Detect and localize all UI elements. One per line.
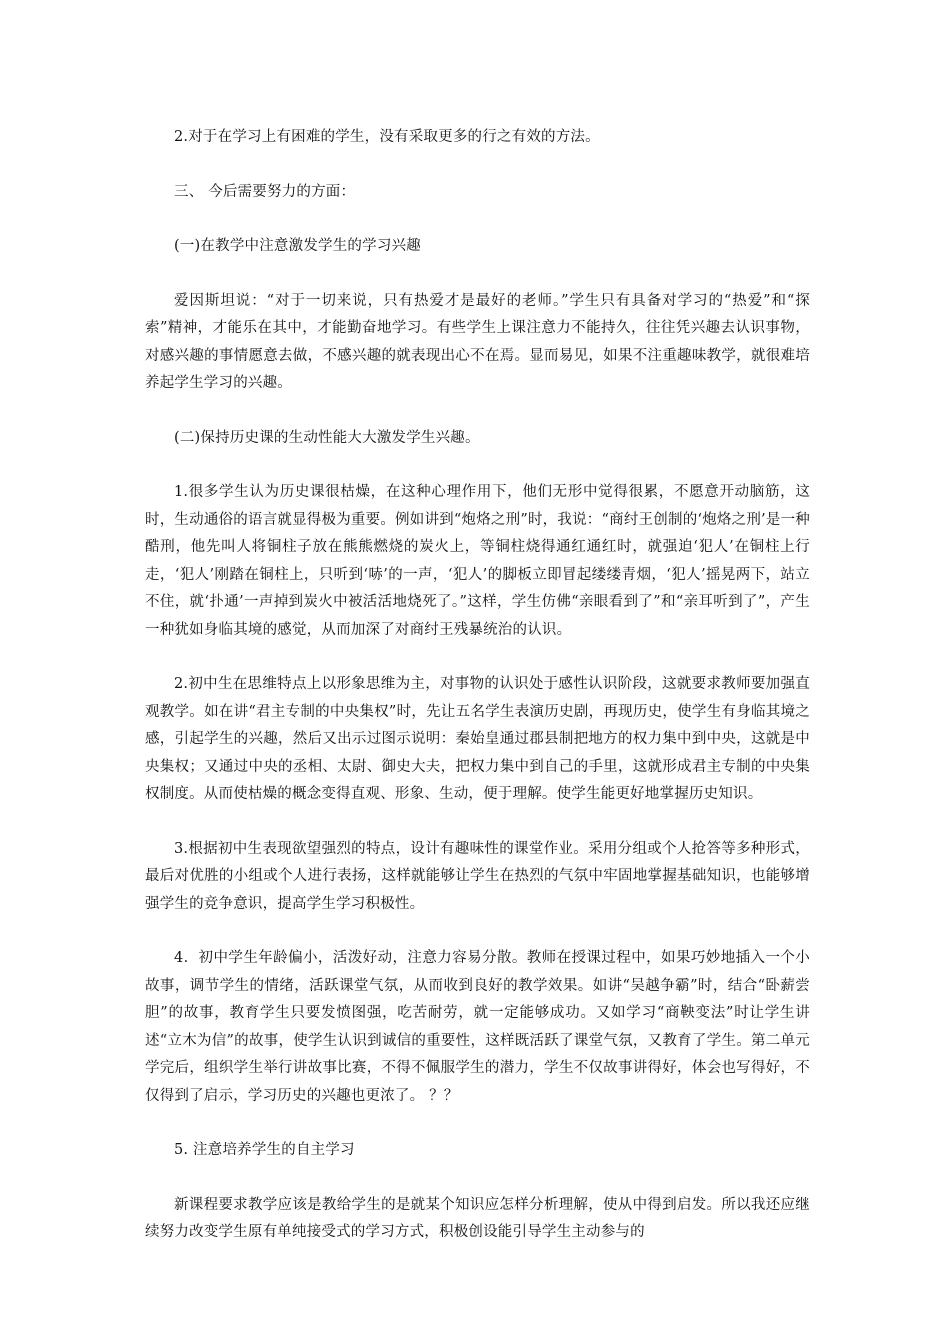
paragraph-point-2: 2.初中生在思维特点上以形象思维为主，对事物的认识处于感性认识阶段，这就要求教师要加强直观教学。如在讲“君主专制的中央集权”时，先让五名学生表演历史剧，再现历史，使学生有身临其境之感，引起学生的兴趣，然后又出示过图示说明：秦始皇通过郡县制把地方的权力集中到中央，这就是中央集权；又通过中央的丞相、太尉、御史大夫，把权力集中到自己的手里，这就形成君主专制的中央集权制度。从而使枯燥的概念变得直观、形象、生动，便于理解。使学生能更好地掌握历史知识。 bbox=[145, 676, 810, 802]
paragraph-point-4: 4．初中学生年龄偏小，活泼好动，注意力容易分散。教师在授课过程中，如果巧妙地插入一个小故事，调节学生的情绪，活跃课堂气氛，从而收到良好的教学效果。如讲“吴越争霸”时，结合“卧薪尝胆”的故事，教育学生只要发愤图强，吃苦耐劳，就一定能够成功。又如学习“商鞅变法”时让学生讲述“立木为信”的故事，使学生认识到诚信的重要性，这样既活跃了课堂气氛，又教育了学生。第二单元学完后，组织学生举行讲故事比赛，不得不佩服学生的潜力，学生不仅故事讲得好，体会也写得好，不仅得到了启示，学习历史的兴趣也更浓了。 ？？ bbox=[145, 950, 810, 1104]
subheading-self-study: 5. 注意培养学生的自主学习 bbox=[174, 1142, 355, 1158]
subheading-stimulate-interest: (一)在教学中注意激发学生的学习兴趣 bbox=[174, 238, 421, 254]
paragraph-difficulty: 2.对于在学习上有困难的学生，没有采取更多的行之有效的方法。 bbox=[174, 129, 600, 145]
paragraph-einstein-quote: 爱因斯坦说：“对于一切来说，只有热爱才是最好的老师。”学生只有具备对学习的“热爱”和“探索”精神，才能乐在其中，才能勤奋地学习。有些学生上课注意力不能持久，往往凭兴趣去认识事物，对感兴趣的事情愿意去做，不感兴趣的就表现出心不在焉。显而易见，如果不注重趣味教学，就很难培养起学生学习的兴趣。 bbox=[145, 292, 810, 391]
subheading-vivid-history: (二)保持历史课的生动性能大大激发学生兴趣。 bbox=[174, 429, 480, 446]
document-body bbox=[145, 124, 810, 1274]
section-heading-future-efforts: 三、 今后需要努力的方面： bbox=[174, 183, 356, 200]
paragraph-point-3: 3.根据初中生表现欲望强烈的特点，设计有趣味性的课堂作业。采用分组或个人抢答等多种形式，最后对优胜的小组或个人进行表扬，这样就能够让学生在热烈的气氛中牢固地掌握基础知识，也能够增强学生的竞争意识，提高学生学习积极性。 bbox=[145, 840, 810, 912]
paragraph-point-1: 1.很多学生认为历史课很枯燥，在这种心理作用下，他们无形中觉得很累，不愿意开动脑筋，这时，生动通俗的语言就显得极为重要。例如讲到“炮烙之刑”时，我说：“商纣王创制的‘炮烙之刑’是一种酷刑，他先叫人将铜柱子放在熊熊燃烧的炭火上，等铜柱烧得通红通红时，就强迫‘犯人’在铜柱上行走，‘犯人’刚踏在铜柱上，只听到‘哧’的一声，‘犯人’的脚板立即冒起缕缕青烟，‘犯人’摇晃两下，站立不住，就‘扑通’一声掉到炭火中被活活地烧死了。”这样，学生仿佛“亲眼看到了”和“亲耳听到了”，产生一种犹如身临其境的感觉，从而加深了对商纣王残暴统治的认识。 bbox=[145, 484, 810, 638]
paragraph-new-curriculum: 新课程要求教学应该是教给学生的是就某个知识应怎样分析理解，使从中得到启发。所以我还应继续努力改变学生原有单纯接受式的学习方式，积极创设能引导学生主动参与的 bbox=[145, 1196, 810, 1240]
